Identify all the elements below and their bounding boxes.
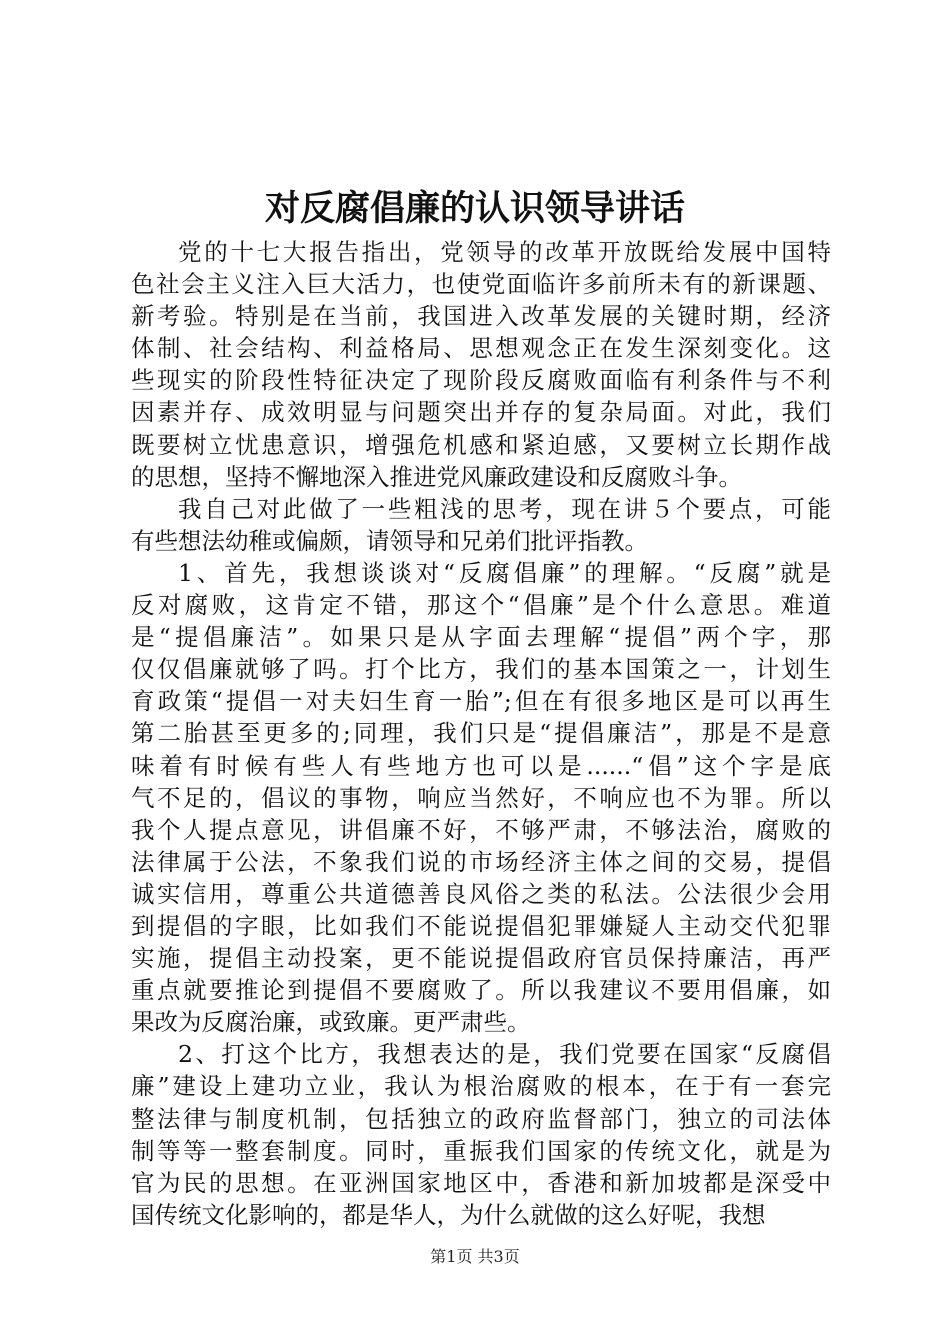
paragraph-line: 育政策“提倡一对夫妇生育一胎”;但在有很多地区是可以再生 (131, 687, 831, 716)
paragraph-line: 仅仅倡廉就够了吗。打个比方，我们的基本国策之一，计划生 (131, 655, 831, 684)
paragraph-line: 国传统文化影响的，都是华人，为什么就做的这么好呢，我想 (131, 1200, 766, 1229)
paragraph-line: 实施，提倡主动投案，更不能说提倡政府官员保持廉洁，再严 (131, 944, 831, 973)
paragraph-line: 我个人提点意见，讲倡廉不好，不够严肃，不够法治，腐败的 (131, 815, 831, 844)
paragraph-line: 些现实的阶段性特征决定了现阶段反腐败面临有利条件与不利 (131, 366, 831, 395)
paragraph-line: 1、首先，我想谈谈对“反腐倡廉”的理解。“反腐”就是 (178, 558, 831, 587)
paragraph-line: 味着有时候有些人有些地方也可以是......“倡”这个字是底 (131, 751, 831, 780)
paragraph-line: 色社会主义注入巨大活力，也使党面临许多前所未有的新课题、 (131, 270, 831, 299)
paragraph-line: 制等等一整套制度。同时，重振我们国家的传统文化，就是为 (131, 1136, 831, 1165)
page-footer: 第1页 共3页 (430, 1247, 520, 1266)
paragraph-line: 法律属于公法，不象我们说的市场经济主体之间的交易，提倡 (131, 847, 831, 876)
paragraph-line: 第二胎甚至更多的;同理，我们只是“提倡廉洁”，那是不是意 (131, 719, 831, 748)
paragraph-line: 官为民的思想。在亚洲国家地区中，香港和新加坡都是深受中 (131, 1168, 831, 1197)
paragraph-line: 新考验。特别是在当前，我国进入改革发展的关键时期，经济 (131, 302, 831, 331)
paragraph-line: 反对腐败，这肯定不错，那这个“倡廉”是个什么意思。难道 (131, 591, 831, 620)
paragraph-line: 果改为反腐治廉，或致廉。更严肃些。 (131, 1008, 531, 1037)
document-body (131, 236, 831, 1231)
paragraph-line: 整法律与制度机制，包括独立的政府监督部门，独立的司法体 (131, 1104, 831, 1133)
paragraph-line: 的思想，坚持不懈地深入推进党风廉政建设和反腐败斗争。 (131, 462, 742, 491)
paragraph-line: 有些想法幼稚或偏颇，请领导和兄弟们批评指教。 (131, 526, 648, 555)
paragraph-line: 党的十七大报告指出，党领导的改革开放既给发展中国特 (178, 238, 831, 266)
paragraph-line: 到提倡的字眼，比如我们不能说提倡犯罪嫌疑人主动交代犯罪 (131, 911, 831, 940)
paragraph-line: 我自己对此做了一些粗浅的思考，现在讲５个要点，可能 (178, 494, 831, 523)
paragraph-line: 既要树立忧患意识，增强危机感和紧迫感，又要树立长期作战 (131, 430, 831, 459)
paragraph-line: 因素并存、成效明显与问题突出并存的复杂局面。对此，我们 (131, 398, 831, 427)
paragraph-line: 是“提倡廉洁”。如果只是从字面去理解“提倡”两个字，那 (131, 623, 831, 652)
document-title: 对反腐倡廉的认识领导讲话 (264, 188, 685, 229)
paragraph-line: 体制、社会结构、利益格局、思想观念正在发生深刻变化。这 (131, 334, 831, 363)
paragraph-line: 诚实信用，尊重公共道德善良风俗之类的私法。公法很少会用 (131, 879, 831, 908)
paragraph-line: 2、打这个比方，我想表达的是，我们党要在国家“反腐倡 (178, 1040, 831, 1069)
paragraph-line: 重点就要推论到提倡不要腐败了。所以我建议不要用倡廉，如 (131, 976, 831, 1005)
paragraph-line: 气不足的，倡议的事物，响应当然好，不响应也不为罪。所以 (131, 783, 831, 812)
paragraph-line: 廉”建设上建功立业，我认为根治腐败的根本，在于有一套完 (131, 1072, 831, 1101)
